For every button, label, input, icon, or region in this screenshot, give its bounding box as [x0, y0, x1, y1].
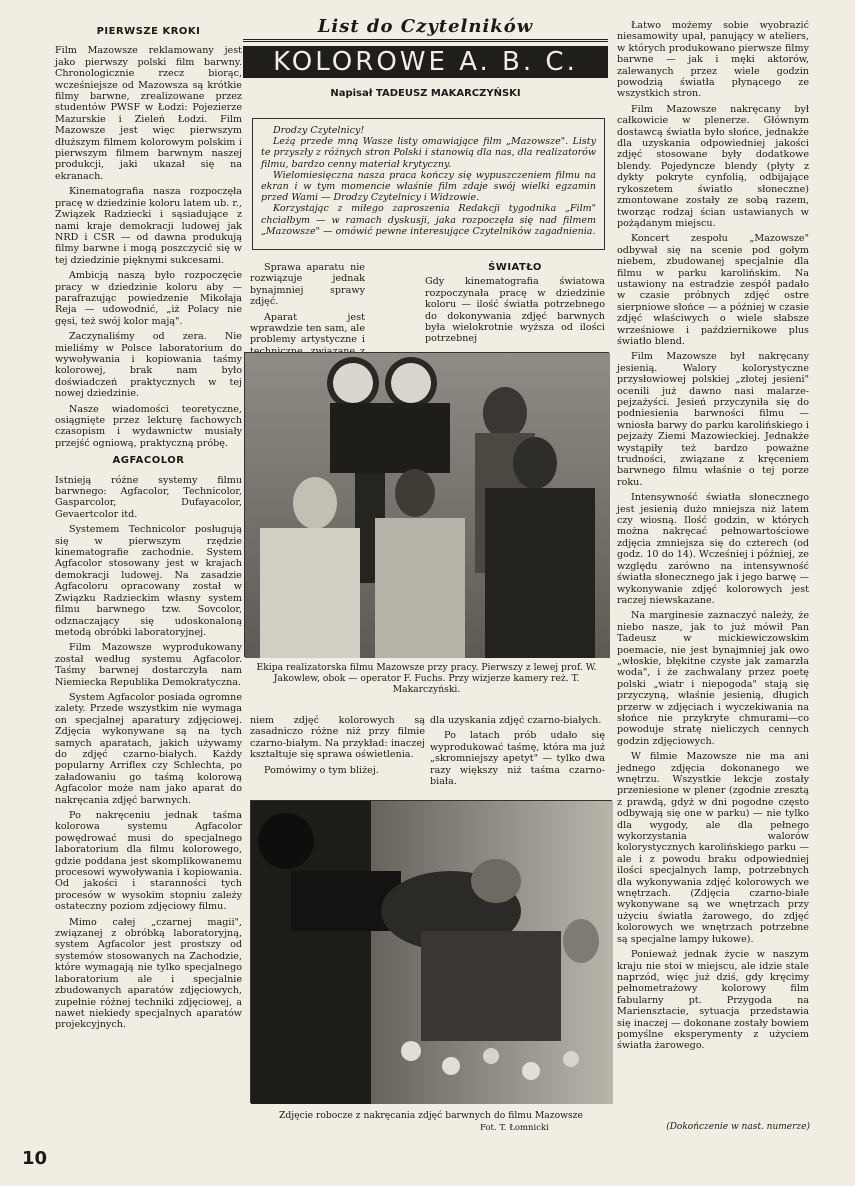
photo-caption: Zdjęcie robocze z nakręcania zdjęć barwnych do filmu Mazowsze — [279, 1110, 583, 1121]
intro-box — [252, 118, 605, 250]
article-column-mid-b — [425, 262, 605, 352]
intro-paragraph: Wielomiesięczna nasza praca kończy się wypuszczeniem filmu na ekran i w tym momencie właśnie film zdaje swój wielki egzamin przed Wami — Drodzy Czytelnicy i Widzowie. — [261, 169, 596, 204]
paragraph: niem zdjęć kolorowych są zasadniczo różne niż przy filmie czarno-białym. Na przykład: inaczej kształtuje się sprawa oświetlenia. — [250, 715, 425, 761]
paragraph: W filmie Mazowsze nie ma ani jednego zdjęcia dokonanego we wnętrzu. Wszystkie lekcje zostały przeniesione w plener (zgodnie zresztą z prawdą, gdyż w dni pogodne często odbywają się one w parku) — nie tylko dla wygody, ale dla pełnego wykorzystania walorów kolorystycznych karolińskiego parku — ale i z powodu braku odpowiedniej ilości specjalnych lamp, potrzebnych dla wykonywania zdjęć kolorowych we wnętrzach. (Zdjęcia czarno-białe wykonywane są we wnętrzach przy użyciu światła żarowego, do zdjęć kolorowych we wnętrzach potrzebne są specjalne lampy łukowe). — [617, 751, 809, 945]
paragraph: Istnieją różne systemy filmu barwnego: Agfacolor, Technicolor, Gasparcolor, Dufayacolor, Gevaertcolor itd. — [55, 474, 242, 520]
paragraph: Pomówimy o tym bliżej. — [264, 764, 379, 776]
photo-shooting-image — [251, 801, 613, 1104]
article-column-mid-a — [250, 262, 365, 352]
photo-shooting — [250, 800, 612, 1103]
paragraph: Kinematografia nasza rozpoczęła pracę w dziedzinie koloru latem ub. r., Związek Radziecki i sąsiadujące z nami kraje demokracji ludowej jak NRD i CSR — od dawna produkują filmy barwne i mogą poszczycić się w tej dziedzinie pięknymi sukcesami. — [55, 186, 242, 266]
intro-paragraph: Leżą przede mną Wasze listy omawiające film „Mazowsze". Listy te przyszły z różnych stron Polski i stanowią dla nas, dla realizatorów filmu, bardzo cenny materiał krytyczny. — [261, 136, 596, 170]
photo-film-crew — [244, 352, 609, 657]
photo-film-crew-image — [245, 353, 610, 658]
section-heading: ŚWIATŁO — [488, 262, 542, 273]
paragraph: Mimo całej „czarnej magii", związanej z obróbką laboratoryjną, system Agfacolor jest prostszy od systemów stosowanych na Zachodzie, które wymagają nie tylko specjalnego laboratorium ale i specjalnie zbudowanych aparatów zdjęciowych, zupełnie różnej techniki zdjęciowej, a nawet niekiedy specjalnych aparatów projekcyjnych. — [55, 916, 242, 1031]
paragraph: Koncert zespołu „Mazowsze" odbywał się na scenie pod gołym niebem, zbudowanej specjalnie dla filmu w parku karolińskim. Na ustawiony na estradzie zespół padało w czasie próbnych zdjęć ostre sierpniowe słońce — a później w czasie zdjęć właściwych o wiele słabsze wrześniowe i październikowe plus światło blend. — [617, 233, 809, 347]
paragraph: Film Mazowsze nakręcany był całkowicie w plenerze. Głównym dostawcą światła było słońce, jednakże dla uzyskania odpowiedniej jakości zdjęć stosowane były dodatkowe blendy. Pojedyncze blendy (płyty z dykty pokryte cynfolią, odbijające rykoszetem światło słoneczne) zmontowane zostały ze sobą razem, tworząc rodzaj ścian ustawianych w pożądanym miejscu. — [617, 103, 809, 229]
article-title: KOLOROWE A. B. C. — [243, 46, 608, 78]
paragraph: Gdy kinematografia światowa rozpoczynała pracę w dziedzinie koloru — ilość światła potrzebnego do dokonywania zdjęć barwnych była wielokrotnie wyższa od ilości potrzebnej — [425, 276, 605, 345]
paragraph: Sprawa aparatu nie rozwiązuje jednak bynajmniej sprawy zdjęć. — [250, 262, 365, 308]
paragraph: Film Mazowsze wyprodukowany został według systemu Agfacolor. Taśmy barwnej dostarczyła nam Niemiecka Republika Demokratyczna. — [55, 642, 242, 688]
letter-heading: List do Czytelników — [243, 16, 608, 42]
paragraph: Aparat jest wprawdzie ten sam, ale problemy artystyczne i — [250, 311, 365, 346]
intro-paragraph: Korzystając z miłego zaproszenia Redakcji tygodnika „Film" chciałbym — w ramach dyskusji, jaka rozpoczęła się nad filmem „Mazowsze" — omówić pewne interesujące Czytelników zagadnienia. — [261, 203, 596, 237]
article-column-right — [617, 20, 809, 1145]
paragraph: Zaczynaliśmy od zera. Nie mieliśmy w Polsce laboratorium do wywoływania i kopiowania taśmy kolorowej, brak nam było doświadczeń praktycznych w tej nowej dziedzinie. — [55, 331, 242, 400]
paragraph: Po latach prób udało się wyprodukować taśmę, która ma już „skromniejszy apetyt" — tylko dwa razy większy niż taśma czarno-biała. — [430, 730, 605, 788]
paragraph: Na marginesie zaznaczyć należy, że niebo nasze, jak to już mówił Pan Tadeusz w mickiewiczowskim poemacie, nie jest bynajmniej jak owo „włoskie, błękitne czyste jak zamarzła woda", i że zachwalany przez poetę polski „wiatr i niepogoda" stają się przyczyną, właśnie jesienią, długich przerw w zdjęciach i wyczekiwania na słońce nie przykryte chmurami—co powoduje stratę nieliczych cennych godzin zdjęciowych. — [617, 610, 809, 747]
paragraph: System Agfacolor posiada ogromne zalety. Przede wszystkim nie wymaga on specjalnej aparatury zdjęciowej. Zdjęcia wykonywane są na tych samych aparatach, jakich używamy do zdjęć czarno-białych. Każdy popularny Arriflex czy Schlechta, po załadowaniu go taśmą kolorową Agfacolor może nam jako aparat do nakręcania zdjęć barwnych. — [55, 691, 242, 806]
page-number: 10 — [22, 1148, 48, 1169]
paragraph: Film Mazowsze był nakręcany jesienią. Walory kolorystyczne przysłowiowej polskiej „złotej jesieni" ocenili już dawno nasi malarze-pejzażyści. Jesień przyczyniła się do podniesienia barwności filmu — wniosła barwy do parku karolińskiego i pejzaży Ziemi Mazowieckiej. Jednakże wystąpiły też bardzo poważne trudności, związane z kręceniem barwnego filmu właśnie o tej porze roku. — [617, 351, 809, 488]
continued-note: (Dokończenie w nast. numerze) — [666, 1122, 810, 1132]
article-column-mid-d — [430, 715, 605, 795]
article-column-left — [55, 20, 242, 1145]
byline: Napisał TADEUSZ MAKARCZYŃSKI — [330, 88, 521, 99]
section-heading: AGFACOLOR — [112, 455, 185, 467]
article-column-mid-c — [250, 715, 425, 795]
paragraph: Po nakręceniu jednak taśma kolorowa systemu Agfacolor powędrować musi do specjalnego laboratorium dla filmu kolorowego, gdzie poddana jest skomplikowanemu procesowi wywoływania i kopiowania. Od jakości i staranności tych procesów w wysokim stopniu zależy ostateczny poziom zdjęciowy filmu. — [55, 810, 242, 913]
paragraph: dla uzyskania zdjęć czarno-białych. — [430, 715, 602, 726]
intro-paragraph: Drodzy Czytelnicy! — [273, 125, 365, 136]
paragraph: Nasze wiadomości teoretyczne, osiągnięte przez lekturę fachowych czasopism i wydawnictw musiały przejść ogniową, praktyczną próbę. — [55, 403, 242, 449]
paragraph: Systemem Technicolor posługują się w pierwszym rzędzie kinematografie zachodnie. System Agfacolor stosowany jest w krajach demokracji ludowej. Na zasadzie Agfacoloru opracowany został w Związku Radzieckim własny system filmu barwnego tzw. Sovcolor, odznaczający się udoskonaloną metodą obróbki laboratoryjnej. — [55, 524, 242, 638]
paragraph: Ponieważ jednak życie w naszym kraju nie stoi w miejscu, ale idzie stale naprzód, więc już dziś, gdy kręcimy pełnometrażowy kolorowy film fabularny pt. Przygoda na Mariensztacie, sytuacja przedstawia się inaczej — dokonane zostały bowiem pomyślne eksperymenty z użyciem światła żarowego. — [617, 949, 809, 1052]
paragraph: Łatwo możemy sobie wyobrazić niesamowity upał, panujący w ateliers, w których produkowano pierwsze filmy barwne — jak i męki aktorów, zalewanych przez wiele godzin powodzią światła płynącego ze wszystkich stron. — [617, 20, 809, 100]
paragraph: Intensywność światła słonecznego jest jesienią dużo mniejsza niż latem czy wiosną. Ilość godzin, w których można nakręcać pełnowartościowe zdjęcia zmniejsza się do czterech (od godz. 10 do 14). Wcześniej i później, ze względu zarówno na intensywność światła słonecznego jak i jego barwę — wykonywanie zdjęć kolorowych jest raczej niewskazane. — [617, 492, 809, 606]
paragraph: Ambicją naszą było rozpoczęcie pracy w dziedzinie koloru aby — parafrazując powiedzenie Mikołaja Reja — udowodnić, „iż Polacy nie gęsi, też swój kolor mają". — [55, 270, 242, 327]
section-heading: PIERWSZE KROKI — [96, 26, 201, 37]
photo-credit: Fot. T. Łomnicki — [480, 1123, 549, 1133]
paragraph: Film Mazowsze reklamowany jest jako pierwszy polski film barwny. Chronologicznie rzecz biorąc, wcześniejsze od Mazowsza są krótkie filmy barwne, zrealizowane przez studentów PWSF w Łodzi: Pojezierze Mazurskie i Zieleń Łodzi. Film Mazowsze jest więc pierwszym dłuższym filmem kolorowym polskim i pierwszym filmem barwnym naszej produkcji, jaki ukazał się na ekranach. — [55, 45, 242, 182]
photo-caption: Ekipa realizatorska filmu Mazowsze przy pracy. Pierwszy z lewej prof. W. Jakowlew, obok — operator F. Fuchs. Przy wizjerze kamery reż. T. Makarczyński. — [256, 662, 597, 695]
